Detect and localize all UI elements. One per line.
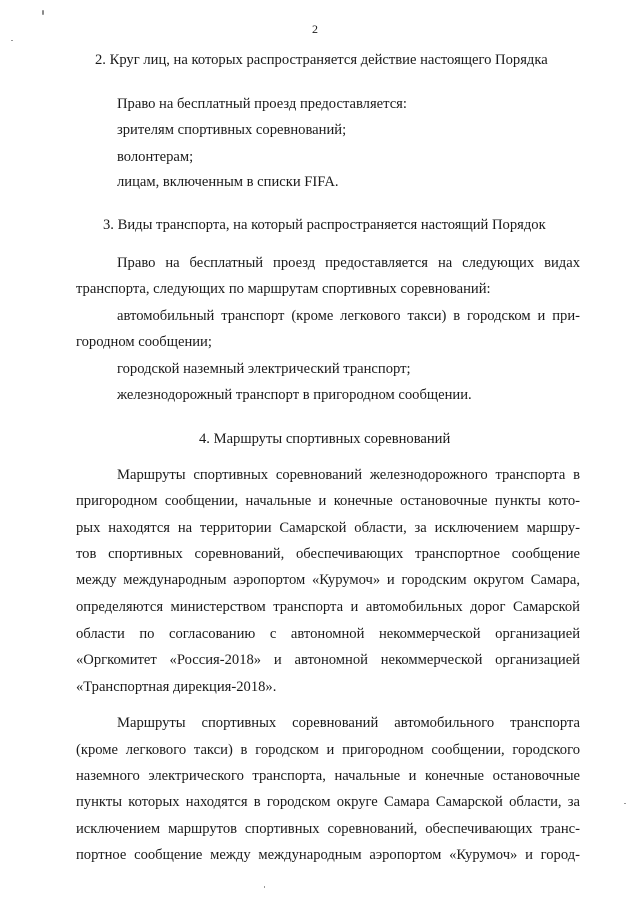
section-4-p2-line: (кроме легкового такси) в городском и пригородном сообщении, городского	[76, 742, 580, 758]
section-2-intro: Право на бесплатный проезд предоставляется:	[117, 96, 407, 112]
section-3-line: автомобильный транспорт (кроме легкового такси) в городском и при-	[117, 308, 580, 324]
scan-speck	[11, 40, 13, 41]
scan-speck	[624, 803, 626, 804]
section-4-p1-line: области по согласованию с автономной некоммерческой организацией	[76, 626, 580, 642]
scan-speck	[264, 886, 265, 888]
section-2-heading: 2. Круг лиц, на которых распространяется действие настоящего Порядка	[95, 52, 548, 68]
section-4-p1-line: рых находятся на территории Самарской области, за исключением маршру-	[76, 520, 580, 536]
section-4-p1-line: «Транспортная дирекция-2018».	[76, 679, 277, 695]
section-4-p2-line: исключением маршрутов спортивных соревнований, обеспечивающих транс-	[76, 821, 580, 837]
section-4-p1-line: «Оргкомитет «Россия-2018» и автономной некоммерческой организацией	[76, 652, 580, 668]
section-3-line: железнодорожный транспорт в пригородном сообщении.	[117, 387, 472, 403]
section-4-p2-line: портное сообщение между международным аэропортом «Курумоч» и город-	[76, 847, 580, 863]
section-2-item: лицам, включенным в списки FIFA.	[117, 174, 339, 190]
section-4-p1-line: Маршруты спортивных соревнований железнодорожного транспорта в	[117, 467, 580, 483]
section-4-p1-line: определяются министерством транспорта и автомобильных дорог Самарской	[76, 599, 580, 615]
section-3-line: Право на бесплатный проезд предоставляется на следующих видах	[117, 255, 580, 271]
section-3-line: городской наземный электрический транспорт;	[117, 361, 411, 377]
section-2-item: волонтерам;	[117, 149, 194, 165]
section-3-line: городном сообщении;	[76, 334, 212, 350]
section-3-heading: 3. Виды транспорта, на который распространяется настоящий Порядок	[103, 217, 546, 233]
section-2-item: зрителям спортивных соревнований;	[117, 122, 347, 138]
section-4-p1-line: между международным аэропортом «Курумоч» и городским округом Самара,	[76, 572, 580, 588]
section-3-line: транспорта, следующих по маршрутам спортивных соревнований:	[76, 281, 491, 297]
section-4-p2-line: пункты которых находятся в городском округе Самара Самарской области, за	[76, 794, 580, 810]
section-4-heading: 4. Маршруты спортивных соревнований	[199, 431, 451, 447]
section-4-p2-line: наземного электрического транспорта, начальные и конечные остановочные	[76, 768, 580, 784]
section-4-p1-line: пригородном сообщении, начальные и конечные остановочные пункты кото-	[76, 493, 580, 509]
section-4-p1-line: тов спортивных соревнований, обеспечивающих транспортное сообщение	[76, 546, 580, 562]
section-4-p2-line: Маршруты спортивных соревнований автомобильного транспорта	[117, 715, 580, 731]
page-number: 2	[312, 22, 318, 36]
scan-speck	[42, 10, 44, 15]
